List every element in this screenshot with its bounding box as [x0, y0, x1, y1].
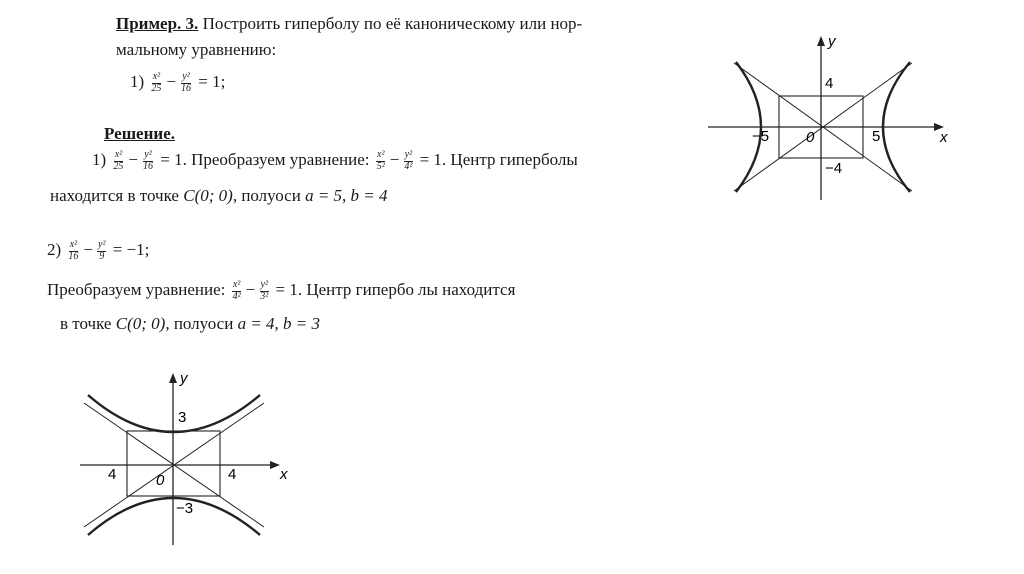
- graph-1-origin-label: 0: [806, 129, 815, 146]
- graph-2-y-arrow: [169, 373, 177, 383]
- graph-1-axis-y-label: y: [828, 33, 836, 50]
- graph-2-label-neg-x: 4: [108, 466, 117, 483]
- solution-1-fraction-c: $\frac{\text{x²}}{\text{5²}}$: [376, 149, 385, 172]
- graph-1-axis-x-label: x: [940, 129, 948, 146]
- center-point-1: C(0; 0): [183, 186, 233, 205]
- graph-2-x-arrow: [270, 461, 280, 469]
- hyperbola-graph-2: [74, 365, 304, 550]
- equation-2-fraction-x: $\frac{\text{x²}}{16}$: [68, 239, 79, 262]
- graph-2-branch-top: [88, 395, 260, 432]
- solution-1-fraction-d: $\frac{\text{y²}}{\text{4²}}$: [404, 149, 413, 172]
- graph-2-axis-x-label: x: [280, 466, 288, 483]
- solution-2-fraction-a: $\frac{\text{x²}}{\text{4²}}$: [232, 279, 241, 302]
- solution-2-fraction-b: $\frac{\text{y²}}{\text{3²}}$: [260, 279, 269, 302]
- solution-1-fraction-a: $\frac{\text{x²}}{25}$: [113, 149, 124, 172]
- equation-2-fraction-y: $\frac{\text{y²}}{9}$: [98, 239, 106, 262]
- example-task-text: Построить гиперболу по её каноническому или нор-: [198, 14, 583, 33]
- equation-1-rhs: = 1;: [198, 72, 226, 91]
- example-task-line2: мальному уравнению:: [116, 40, 277, 59]
- solution-2-line1: Преобразуем уравнение: $\frac{\text{x²}}{\text{4²}}$ − $\frac{\text{y²}}{\text{3²}}$ = 1. Центр гипербо лы находится: [47, 279, 516, 302]
- graph-2-label-pos-x: 4: [228, 466, 237, 483]
- center-point-2: C(0; 0): [115, 314, 166, 333]
- equation-1: 1) $\frac{\text{x²}}{25}$ − $\frac{\text{y²}}{16}$ = 1;: [130, 71, 226, 94]
- example-header: Пример. 3.: [116, 14, 199, 33]
- hyperbola-graph-1: [700, 30, 960, 210]
- equation-2: 2) $\frac{\text{x²}}{16}$ − $\frac{\text{y²}}{9}$ = −1;: [47, 239, 150, 262]
- equation-1-fraction-y: $\frac{\text{y²}}{16}$: [181, 71, 192, 94]
- graph-1-label-neg-x: −5: [752, 128, 770, 145]
- example-title-line: [116, 14, 582, 34]
- solution-1-line2: находится в точке C(0; 0), полуоси a = 5, b = 4: [50, 186, 388, 205]
- solution-2-line2: в точке C(0; 0), полуоси a = 4, b = 3: [60, 314, 321, 333]
- graph-1-label-pos-y: 4: [825, 75, 834, 92]
- graph-2-origin-label: 0: [156, 472, 165, 489]
- solution-header: Решение.: [104, 124, 175, 143]
- solution-1-fraction-b: $\frac{\text{y²}}{16}$: [143, 149, 154, 172]
- graph-1-label-neg-y: −4: [825, 160, 843, 177]
- graph-2-axis-y-label: y: [180, 370, 188, 387]
- equation-1-label: 1): [130, 72, 145, 91]
- graph-2-branch-bottom: [88, 498, 260, 535]
- equation-1-fraction-x: $\frac{\text{x²}}{25}$: [151, 71, 162, 94]
- graph-2-label-neg-y: −3: [176, 500, 194, 517]
- graph-1-label-pos-x: 5: [872, 128, 881, 145]
- solution-1-line1: 1) $\frac{\text{x²}}{25}$ − $\frac{\text{y²}}{16}$ = 1. Преобразуем уравнение: $\frac{\text{x²}}{\text{5²}}$ − $\frac{\text{y²}}{\text{4²}}$ = 1. Центр гиперболы: [92, 149, 578, 172]
- graph-2-label-pos-y: 3: [178, 409, 187, 426]
- graph-1-y-arrow: [817, 36, 825, 46]
